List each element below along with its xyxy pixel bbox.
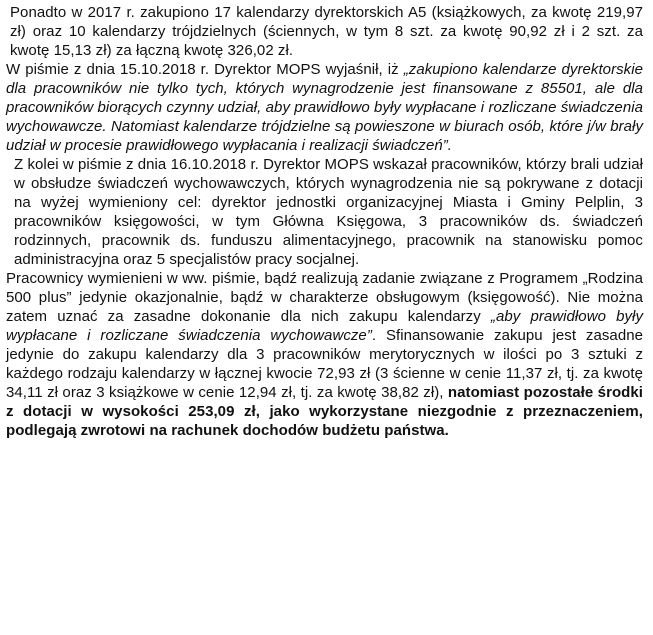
conclusion-bold: natomiast pozostałe środki z dotacji w wysokości 253,09 zł, jako wykorzystane niezgodnie z przeznaczeniem, podlegają zwrotowi na rachunek dochodów budżetu państwa. <box>6 384 643 439</box>
paragraph-explanation <box>6 60 643 155</box>
paragraph-purchase <box>6 3 643 60</box>
explanation-quote: „zakupiono kalendarze dyrektorskie dla pracowników nie tylko tych, których wynagrodzenie jest finansowane z 85501, ale dla pracowników biorących czynny udział, aby prawidłowo były wypłacane i rozliczane świadczenia wychowawcze. Natomiast kalendarze trójdzielne są powieszone w biurach osób, które j/w brały udział w procesie prawidłowego wypłacania i realizacji świadczeń”. <box>6 61 643 154</box>
conclusion-lead: Pracownicy wymienieni w ww. piśmie, bądź realizują zadanie związane z Programem „Rodzina 500 plus” jedynie okazjonalnie, bądź w charakterze obsługowym (księgowość). Nie można zatem uznać za zasadne dokonanie dla nich zakupu kalendarzy <box>6 270 643 325</box>
explanation-lead: W piśmie z dnia 15.10.2018 r. Dyrektor MOPS wyjaśnił, iż <box>6 61 404 78</box>
paragraph-employees-text: Z kolei w piśmie z dnia 16.10.2018 r. Dyrektor MOPS wskazał pracowników, którzy brali udział w obsłudze świadczeń wychowawczych, których wynagrodzenia nie są pokrywane z dotacji na wyżej wymieniony cel: dyrektor jednostki organizacyjnej Miasta i Gminy Pelplin, 3 pracowników księgowości, w tym Główna Księgowa, 3 pracowników ds. świadczeń rodzinnych, pracownik ds. funduszu alimentacyjnego, pracownik na stanowisku pomoc administracyjna oraz 5 specjalistów pracy socjalnej. <box>14 156 643 268</box>
paragraph-conclusion <box>6 269 643 440</box>
conclusion-quote: „aby prawidłowo były wypłacane i rozliczane świadczenia wychowawcze” <box>6 308 643 344</box>
conclusion-middle: . Sfinansowanie zakupu jest zasadne jedynie do zakupu kalendarzy dla 3 pracowników merytorycznych w ilości po 3 sztuki z każdego rodzaju kalendarzy w łącznej kwocie 72,93 zł (3 ścienne w cenie 11,37 zł, tj. za kwotę 34,11 zł oraz 3 książkowe w cenie 12,94 zł, tj. za kwotę 38,82 zł), <box>6 327 643 401</box>
paragraph-employees <box>6 155 643 269</box>
paragraph-purchase-text: Ponadto w 2017 r. zakupiono 17 kalendarzy dyrektorskich A5 (książkowych, za kwotę 219,97 zł) oraz 10 kalendarzy trójdzielnych (ściennych, w tym 8 szt. za kwotę 90,92 zł i 2 szt. za kwotę 15,13 zł) za łączną kwotę 326,02 zł. <box>10 4 643 59</box>
